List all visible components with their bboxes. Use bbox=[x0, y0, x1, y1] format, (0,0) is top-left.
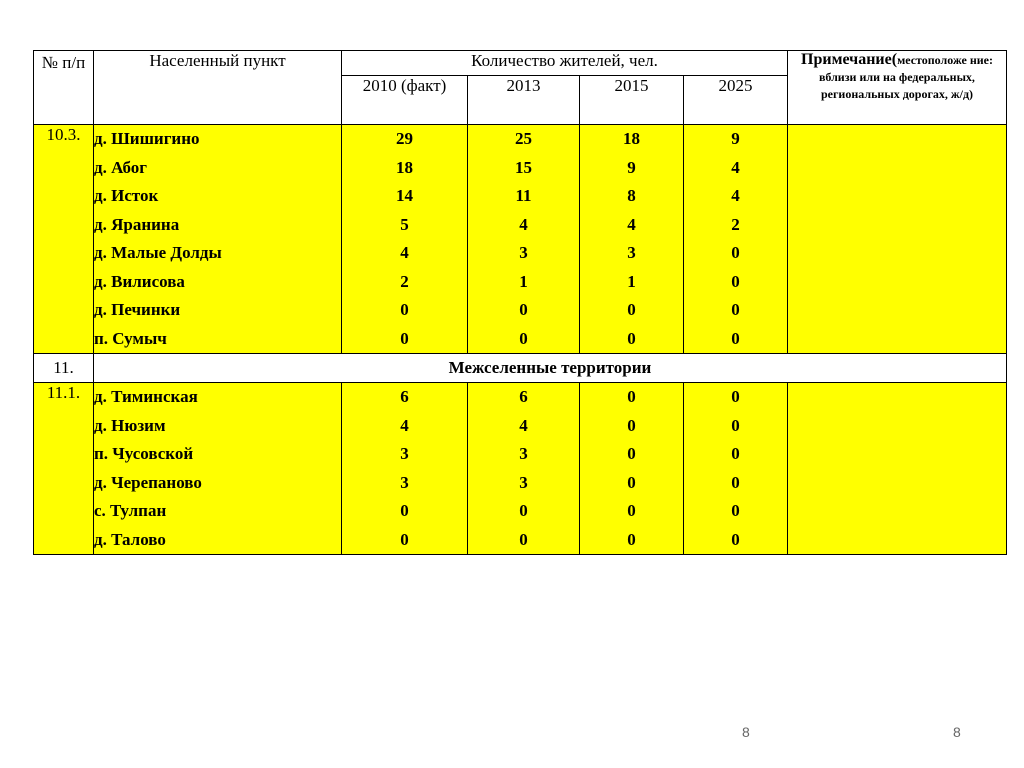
resident-count: 4 bbox=[519, 214, 528, 234]
resident-count: 0 bbox=[731, 501, 740, 520]
resident-count: 4 bbox=[731, 186, 740, 205]
resident-count: 2 bbox=[731, 214, 740, 234]
resident-count: 4 bbox=[627, 214, 636, 234]
resident-count: 15 bbox=[515, 157, 532, 177]
resident-count: 0 bbox=[627, 328, 636, 348]
settlement-name: д. Яранина bbox=[94, 214, 180, 234]
resident-count: 9 bbox=[627, 157, 636, 177]
section-title: Межселенные территории bbox=[94, 354, 1007, 383]
resident-count: 1 bbox=[627, 271, 636, 291]
values-2010 bbox=[342, 125, 468, 354]
note-cell bbox=[788, 383, 1007, 555]
header-number: № п/п bbox=[34, 51, 94, 125]
section-number: 11. bbox=[34, 354, 94, 383]
resident-count: 11 bbox=[515, 186, 532, 205]
settlement-names bbox=[94, 383, 342, 555]
resident-count: 3 bbox=[400, 444, 409, 463]
values-2013 bbox=[468, 125, 580, 354]
settlement-name: д. Вилисова bbox=[94, 271, 185, 291]
resident-count: 0 bbox=[519, 328, 528, 348]
values-2013 bbox=[468, 383, 580, 555]
resident-count: 0 bbox=[519, 501, 528, 520]
resident-count: 0 bbox=[731, 243, 740, 262]
values-2015 bbox=[580, 125, 684, 354]
resident-count: 0 bbox=[731, 472, 740, 492]
group-row bbox=[34, 383, 1007, 555]
resident-count: 0 bbox=[731, 415, 740, 435]
resident-count: 6 bbox=[519, 387, 528, 406]
settlement-name: д. Шишигино bbox=[94, 129, 200, 148]
resident-count: 4 bbox=[400, 415, 409, 435]
resident-count: 3 bbox=[519, 472, 528, 492]
resident-count: 0 bbox=[400, 328, 409, 348]
resident-count: 0 bbox=[731, 300, 740, 319]
resident-count: 2 bbox=[400, 271, 409, 291]
resident-count: 0 bbox=[400, 529, 409, 549]
values-2025 bbox=[684, 383, 788, 555]
resident-count: 0 bbox=[731, 328, 740, 348]
resident-count: 3 bbox=[519, 444, 528, 463]
resident-count: 0 bbox=[627, 444, 636, 463]
settlement-name: п. Сумыч bbox=[94, 328, 167, 348]
header-note-main: Примечание( bbox=[801, 51, 898, 68]
page-number: 8 bbox=[742, 724, 750, 740]
resident-count: 0 bbox=[731, 387, 740, 406]
resident-count: 3 bbox=[519, 243, 528, 262]
group-number: 10.3. bbox=[34, 125, 94, 354]
settlement-name: с. Тулпан bbox=[94, 501, 167, 520]
group-number: 11.1. bbox=[34, 383, 94, 555]
values-2015 bbox=[580, 383, 684, 555]
resident-count: 0 bbox=[731, 444, 740, 463]
resident-count: 3 bbox=[400, 472, 409, 492]
resident-count: 6 bbox=[400, 387, 409, 406]
resident-count: 0 bbox=[731, 529, 740, 549]
resident-count: 29 bbox=[396, 129, 413, 148]
values-2010 bbox=[342, 383, 468, 555]
settlement-name: д. Исток bbox=[94, 186, 159, 205]
population-table bbox=[33, 50, 1007, 555]
header-year: 2010 (факт) bbox=[342, 76, 468, 125]
resident-count: 9 bbox=[731, 129, 740, 148]
resident-count: 3 bbox=[627, 243, 636, 262]
resident-count: 0 bbox=[400, 501, 409, 520]
resident-count: 0 bbox=[519, 529, 528, 549]
header-note bbox=[788, 51, 1007, 125]
settlement-name: д. Малые Долды bbox=[94, 243, 222, 262]
settlement-name: д. Тиминская bbox=[94, 387, 198, 406]
resident-count: 0 bbox=[519, 300, 528, 319]
resident-count: 5 bbox=[400, 214, 409, 234]
header-year: 2013 bbox=[468, 76, 580, 125]
settlement-name: д. Нюзим bbox=[94, 415, 166, 435]
resident-count: 18 bbox=[623, 129, 640, 148]
settlement-name: д. Абог bbox=[94, 157, 148, 177]
header-note-detail: местоположе ние: вблизи или на федеральных, региональных дорогах, ж/д) bbox=[819, 53, 993, 101]
resident-count: 8 bbox=[627, 186, 636, 205]
resident-count: 0 bbox=[731, 271, 740, 291]
note-cell bbox=[788, 125, 1007, 354]
resident-count: 0 bbox=[627, 415, 636, 435]
resident-count: 4 bbox=[731, 157, 740, 177]
values-2025 bbox=[684, 125, 788, 354]
resident-count: 0 bbox=[627, 472, 636, 492]
resident-count: 0 bbox=[627, 300, 636, 319]
header-year: 2015 bbox=[580, 76, 684, 125]
header-settlement: Населенный пункт bbox=[94, 51, 342, 125]
settlement-name: д. Талово bbox=[94, 529, 166, 549]
resident-count: 0 bbox=[627, 387, 636, 406]
resident-count: 4 bbox=[519, 415, 528, 435]
header-residents-count: Количество жителей, чел. bbox=[342, 51, 788, 76]
resident-count: 0 bbox=[627, 529, 636, 549]
settlement-name: д. Печинки bbox=[94, 300, 181, 319]
group-row bbox=[34, 125, 1007, 354]
resident-count: 14 bbox=[396, 186, 413, 205]
resident-count: 4 bbox=[400, 243, 409, 262]
resident-count: 0 bbox=[627, 501, 636, 520]
settlement-names bbox=[94, 125, 342, 354]
settlement-name: п. Чусовской bbox=[94, 444, 194, 463]
resident-count: 1 bbox=[519, 271, 528, 291]
settlement-name: д. Черепаново bbox=[94, 472, 202, 492]
resident-count: 0 bbox=[400, 300, 409, 319]
header-year: 2025 bbox=[684, 76, 788, 125]
resident-count: 18 bbox=[396, 157, 413, 177]
resident-count: 25 bbox=[515, 129, 532, 148]
section-row bbox=[34, 354, 1007, 383]
page-number: 8 bbox=[953, 724, 961, 740]
